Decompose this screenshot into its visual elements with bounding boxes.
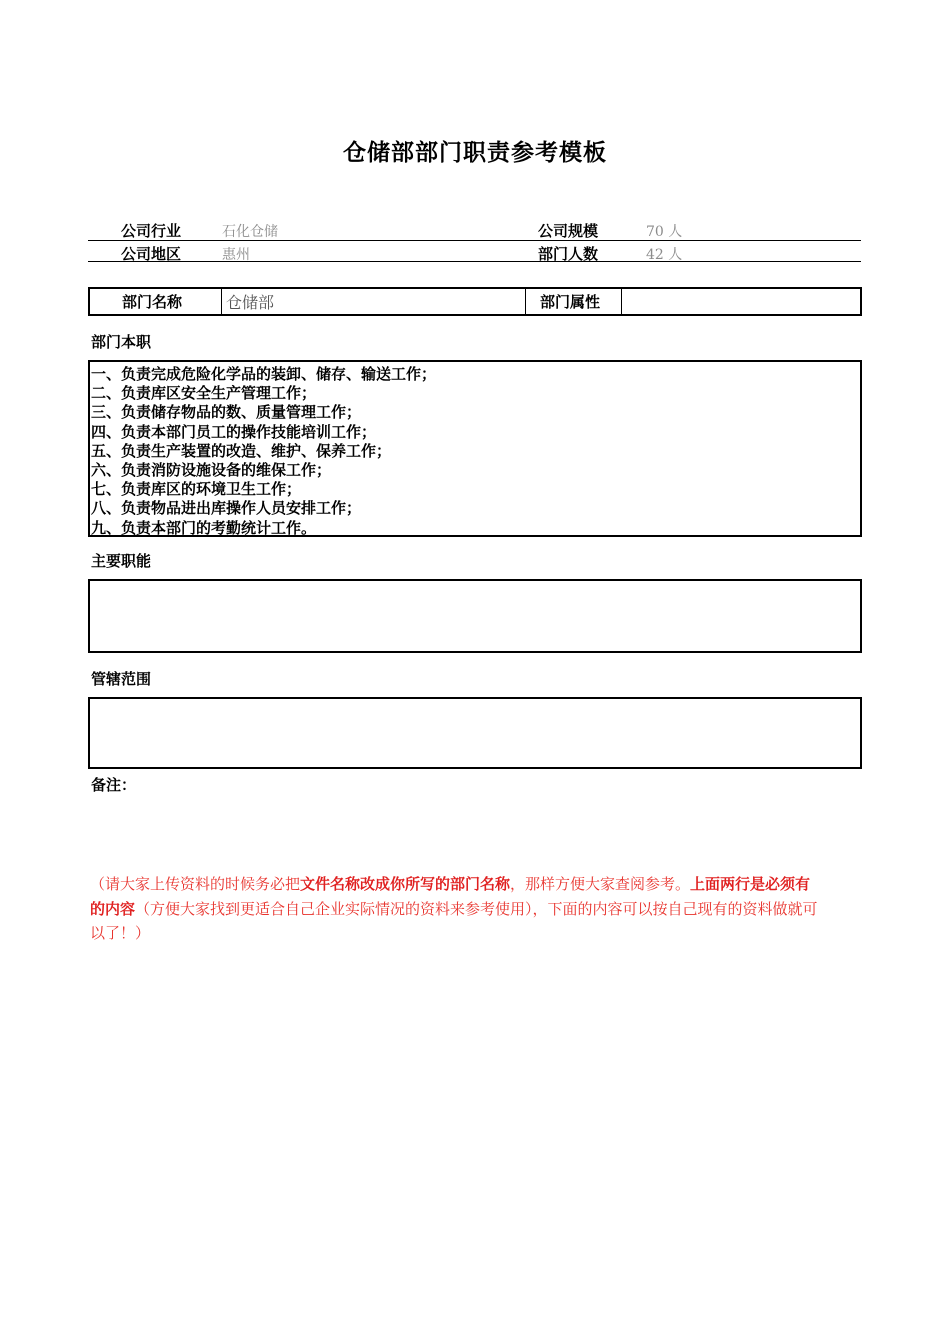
remarks-title: 备注：: [91, 776, 137, 794]
upload-note: [90, 872, 820, 946]
scope-content: [90, 699, 860, 707]
page-title: 仓储部部门职责参考模板: [343, 140, 607, 166]
info-divider-1: [88, 240, 861, 241]
duty-item: 五、负责生产装置的改造、维护、保养工作；: [91, 441, 392, 460]
duty-item: 四、负责本部门员工的操作技能培训工作；: [91, 422, 377, 441]
duties-box: [88, 360, 862, 537]
headcount-value: 42 人: [646, 247, 683, 263]
headcount-label: 部门人数: [538, 245, 599, 263]
dept-name-label-cell: [90, 289, 222, 314]
department-row: [88, 287, 862, 316]
dept-name-value-cell[interactable]: [222, 289, 526, 314]
functions-content: [90, 581, 860, 589]
duty-item: 八、负责物品进出库操作人员安排工作；: [91, 499, 362, 518]
duty-item: 一、负责完成危险化学品的装卸、储存、输送工作；: [91, 365, 437, 383]
scope-title: 管辖范围: [91, 670, 152, 688]
note-bold-1: 文件名称改成你所写的部门名称: [300, 875, 511, 893]
industry-value: 石化仓储: [222, 224, 278, 240]
note-text-1: （请大家上传资料的时候务必把: [90, 875, 301, 893]
industry-label: 公司行业: [121, 222, 182, 240]
region-value: 惠州: [222, 247, 250, 263]
note-text-3: （方便大家找到更适合自己企业实际情况的资料来参考使用），下面的内容可以按自己现有的资料做就可以了！）: [90, 899, 818, 942]
duty-item: 六、负责消防设施设备的维保工作；: [91, 461, 332, 480]
scope-box[interactable]: [88, 697, 862, 769]
dept-attr-label: 部门属性: [540, 293, 601, 311]
note-bold-2: 上面两行是必须有的内容: [90, 875, 811, 918]
dept-name-label: 部门名称: [122, 293, 183, 311]
dept-attr-label-cell: [526, 289, 622, 314]
note-text-2: ，那样方便大家查阅参考。: [510, 875, 691, 893]
duty-item: 七、负责库区的环境卫生工作；: [91, 480, 302, 499]
duties-title: 部门本职: [91, 333, 152, 351]
dept-name-value: 仓储部: [226, 293, 275, 312]
functions-title: 主要职能: [91, 552, 152, 570]
dept-attr-value-cell[interactable]: [622, 289, 860, 314]
duty-item: 二、负责库区安全生产管理工作；: [91, 384, 317, 403]
region-label: 公司地区: [121, 245, 182, 263]
duty-item: 三、负责储存物品的数、质量管理工作；: [91, 403, 362, 422]
info-divider-2: [88, 261, 861, 262]
scale-label: 公司规模: [538, 222, 599, 240]
scale-value: 70 人: [646, 224, 683, 240]
duty-item: 九、负责本部门的考勤统计工作。: [91, 518, 317, 537]
functions-box[interactable]: [88, 579, 862, 653]
